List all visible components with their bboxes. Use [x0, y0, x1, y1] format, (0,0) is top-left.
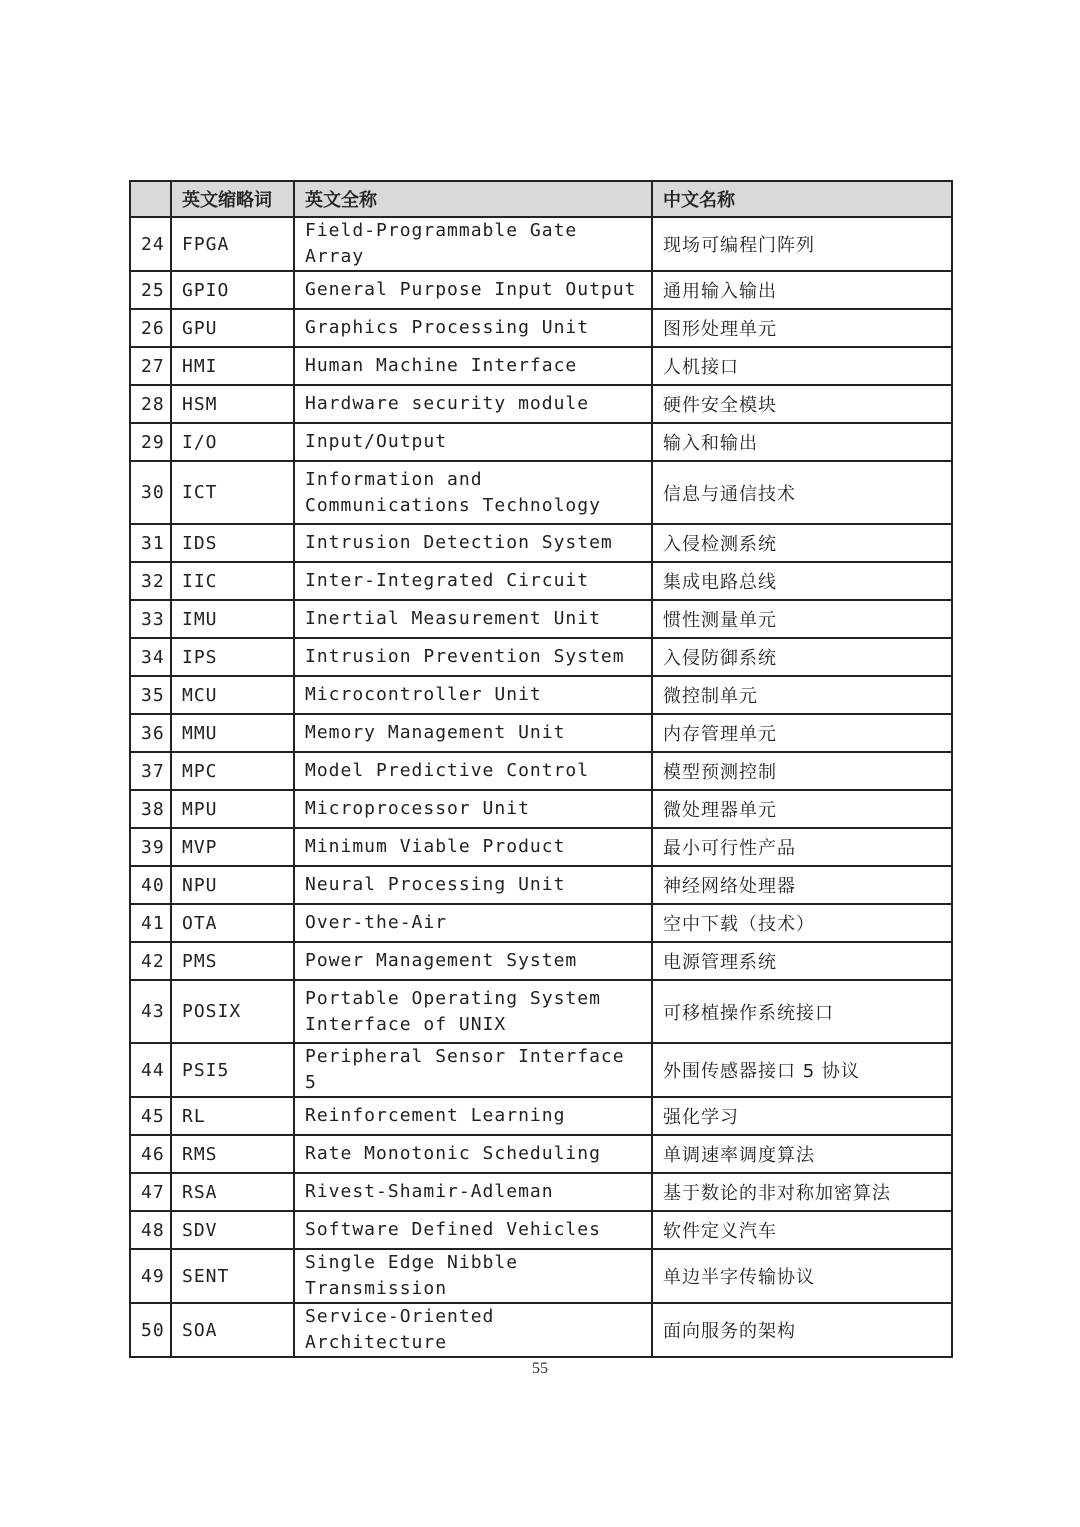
row-number: 50 [130, 1303, 171, 1357]
table-header-row [130, 181, 952, 217]
abbreviation-cell: IMU [171, 600, 294, 638]
abbreviation-cell: HMI [171, 347, 294, 385]
row-number: 34 [130, 638, 171, 676]
table-row [130, 1135, 952, 1173]
table-row [130, 1303, 952, 1357]
abbreviation-cell: RSA [171, 1173, 294, 1211]
table-row [130, 752, 952, 790]
abbreviation-cell: ICT [171, 461, 294, 524]
header-abbreviation: 英文缩略词 [171, 181, 294, 217]
chinese-name-cell: 可移植操作系统接口 [652, 980, 952, 1043]
full-name-cell: Software Defined Vehicles [294, 1211, 652, 1249]
full-name-cell: Neural Processing Unit [294, 866, 652, 904]
full-name-cell: Peripheral Sensor Interface 5 [294, 1043, 652, 1097]
chinese-name-cell: 空中下载（技术） [652, 904, 952, 942]
chinese-name-cell: 惯性测量单元 [652, 600, 952, 638]
abbreviation-cell: IDS [171, 524, 294, 562]
chinese-name-cell: 入侵检测系统 [652, 524, 952, 562]
table-row [130, 1173, 952, 1211]
chinese-name-cell: 软件定义汽车 [652, 1211, 952, 1249]
full-name-cell: Over-the-Air [294, 904, 652, 942]
chinese-name-cell: 集成电路总线 [652, 562, 952, 600]
table-row [130, 562, 952, 600]
table-row [130, 638, 952, 676]
full-name-cell: Intrusion Detection System [294, 524, 652, 562]
abbreviation-cell: SENT [171, 1249, 294, 1303]
row-number: 32 [130, 562, 171, 600]
row-number: 31 [130, 524, 171, 562]
row-number: 24 [130, 217, 171, 271]
table-row [130, 385, 952, 423]
abbreviation-cell: MVP [171, 828, 294, 866]
table-row [130, 1097, 952, 1135]
full-name-cell: Minimum Viable Product [294, 828, 652, 866]
table-row [130, 828, 952, 866]
table-row [130, 309, 952, 347]
table-row [130, 217, 952, 271]
full-name-cell: Human Machine Interface [294, 347, 652, 385]
full-name-cell: Rivest-Shamir-Adleman [294, 1173, 652, 1211]
chinese-name-cell: 现场可编程门阵列 [652, 217, 952, 271]
abbreviation-cell: RL [171, 1097, 294, 1135]
header-chinese-name: 中文名称 [652, 181, 952, 217]
abbreviation-cell: HSM [171, 385, 294, 423]
row-number: 37 [130, 752, 171, 790]
chinese-name-cell: 基于数论的非对称加密算法 [652, 1173, 952, 1211]
abbreviation-cell: SOA [171, 1303, 294, 1357]
row-number: 43 [130, 980, 171, 1043]
chinese-name-cell: 内存管理单元 [652, 714, 952, 752]
chinese-name-cell: 信息与通信技术 [652, 461, 952, 524]
header-full-name: 英文全称 [294, 181, 652, 217]
row-number: 35 [130, 676, 171, 714]
chinese-name-cell: 硬件安全模块 [652, 385, 952, 423]
row-number: 42 [130, 942, 171, 980]
table-row [130, 904, 952, 942]
full-name-cell: Graphics Processing Unit [294, 309, 652, 347]
chinese-name-cell: 最小可行性产品 [652, 828, 952, 866]
abbreviation-cell: I/O [171, 423, 294, 461]
table-row [130, 942, 952, 980]
chinese-name-cell: 强化学习 [652, 1097, 952, 1135]
row-number: 49 [130, 1249, 171, 1303]
chinese-name-cell: 通用输入输出 [652, 271, 952, 309]
chinese-name-cell: 输入和输出 [652, 423, 952, 461]
chinese-name-cell: 神经网络处理器 [652, 866, 952, 904]
abbreviation-cell: MCU [171, 676, 294, 714]
full-name-cell: Rate Monotonic Scheduling [294, 1135, 652, 1173]
row-number: 36 [130, 714, 171, 752]
table-body [130, 217, 952, 1357]
full-name-cell: Portable Operating System Interface of UNIX [294, 980, 652, 1043]
row-number: 48 [130, 1211, 171, 1249]
abbreviation-cell: MPC [171, 752, 294, 790]
full-name-cell: Memory Management Unit [294, 714, 652, 752]
table-row [130, 714, 952, 752]
abbreviation-cell: RMS [171, 1135, 294, 1173]
row-number: 29 [130, 423, 171, 461]
abbreviation-cell: MPU [171, 790, 294, 828]
row-number: 26 [130, 309, 171, 347]
full-name-cell: Single Edge Nibble Transmission [294, 1249, 652, 1303]
full-name-cell: Service-Oriented Architecture [294, 1303, 652, 1357]
chinese-name-cell: 图形处理单元 [652, 309, 952, 347]
full-name-cell: Hardware security module [294, 385, 652, 423]
chinese-name-cell: 人机接口 [652, 347, 952, 385]
table-row [130, 1249, 952, 1303]
chinese-name-cell: 面向服务的架构 [652, 1303, 952, 1357]
row-number: 46 [130, 1135, 171, 1173]
header-index [130, 181, 171, 217]
table-row [130, 980, 952, 1043]
row-number: 45 [130, 1097, 171, 1135]
chinese-name-cell: 微处理器单元 [652, 790, 952, 828]
row-number: 25 [130, 271, 171, 309]
full-name-cell: General Purpose Input Output [294, 271, 652, 309]
abbreviation-cell: PMS [171, 942, 294, 980]
full-name-cell: Model Predictive Control [294, 752, 652, 790]
chinese-name-cell: 电源管理系统 [652, 942, 952, 980]
row-number: 38 [130, 790, 171, 828]
full-name-cell: Field-Programmable Gate Array [294, 217, 652, 271]
full-name-cell: Microcontroller Unit [294, 676, 652, 714]
row-number: 33 [130, 600, 171, 638]
full-name-cell: Inertial Measurement Unit [294, 600, 652, 638]
chinese-name-cell: 单边半字传输协议 [652, 1249, 952, 1303]
table-row [130, 524, 952, 562]
abbreviation-cell: GPU [171, 309, 294, 347]
abbreviation-cell: IIC [171, 562, 294, 600]
table-row [130, 461, 952, 524]
row-number: 40 [130, 866, 171, 904]
table-row [130, 790, 952, 828]
full-name-cell: Information and Communications Technology [294, 461, 652, 524]
full-name-cell: Power Management System [294, 942, 652, 980]
row-number: 27 [130, 347, 171, 385]
abbreviation-cell: MMU [171, 714, 294, 752]
row-number: 44 [130, 1043, 171, 1097]
row-number: 47 [130, 1173, 171, 1211]
abbreviation-cell: FPGA [171, 217, 294, 271]
table-row [130, 676, 952, 714]
full-name-cell: Reinforcement Learning [294, 1097, 652, 1135]
row-number: 28 [130, 385, 171, 423]
table-row [130, 347, 952, 385]
abbreviation-cell: OTA [171, 904, 294, 942]
abbreviation-cell: NPU [171, 866, 294, 904]
table-row [130, 600, 952, 638]
table-row [130, 423, 952, 461]
chinese-name-cell: 外围传感器接口 5 协议 [652, 1043, 952, 1097]
full-name-cell: Inter-Integrated Circuit [294, 562, 652, 600]
table-row [130, 1211, 952, 1249]
table-row [130, 1043, 952, 1097]
abbreviation-cell: SDV [171, 1211, 294, 1249]
abbreviation-cell: PSI5 [171, 1043, 294, 1097]
chinese-name-cell: 入侵防御系统 [652, 638, 952, 676]
abbreviation-cell: IPS [171, 638, 294, 676]
chinese-name-cell: 模型预测控制 [652, 752, 952, 790]
full-name-cell: Microprocessor Unit [294, 790, 652, 828]
table-row [130, 271, 952, 309]
full-name-cell: Input/Output [294, 423, 652, 461]
row-number: 30 [130, 461, 171, 524]
abbreviation-table [129, 180, 953, 1358]
chinese-name-cell: 单调速率调度算法 [652, 1135, 952, 1173]
page-number: 55 [532, 1360, 548, 1377]
row-number: 39 [130, 828, 171, 866]
abbreviation-cell: GPIO [171, 271, 294, 309]
full-name-cell: Intrusion Prevention System [294, 638, 652, 676]
table-row [130, 866, 952, 904]
chinese-name-cell: 微控制单元 [652, 676, 952, 714]
abbreviation-cell: POSIX [171, 980, 294, 1043]
row-number: 41 [130, 904, 171, 942]
